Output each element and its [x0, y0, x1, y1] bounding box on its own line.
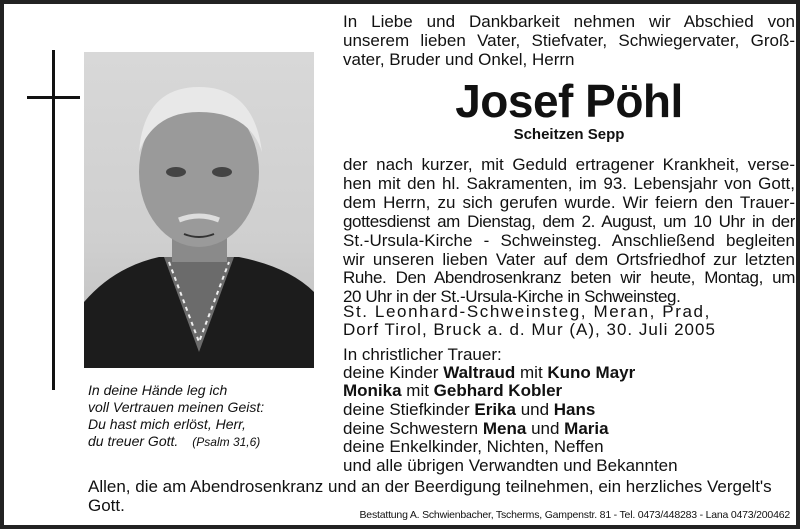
funeral-home-footer: Bestattung A. Schwienbacher, Tscherms, Gampenstr. 81 - Tel. 0473/448283 - Lana 0473/200462 — [359, 509, 790, 521]
cross-icon-bar — [27, 96, 80, 99]
mourning-heading: In christlicher Trauer: — [343, 345, 502, 364]
body-line: wir unseren lieben Vater auf dem Ortsfriedhof zur letzten — [343, 250, 795, 269]
family-line: deine Stiefkinder Erika und Hans — [343, 400, 596, 419]
thanks-line: Allen, die am Abendrosenkranz und an der Beerdigung teilnehmen, ein herzliches Vergelt's — [88, 477, 772, 496]
thanks-line: Gott. — [88, 496, 125, 515]
intro-line: vater, Bruder und Onkel, Herrn — [343, 50, 575, 69]
body-line: dem Herrn, zu sich gerufen wurde. Wir feiern den Trauer- — [343, 193, 795, 212]
body-line: Ruhe. Den Abendrosenkranz beten wir heute, Montag, um — [343, 268, 795, 287]
psalm-line: In deine Hände leg ich — [88, 382, 228, 398]
psalm-reference: (Psalm 31,6) — [192, 435, 261, 449]
cross-icon — [52, 50, 55, 390]
family-line: Monika mit Gebhard Kobler — [343, 381, 563, 400]
body-line: St.-Ursula-Kirche - Schweinsteg. Anschließend begleiten — [343, 231, 795, 250]
place-date-line: Dorf Tirol, Bruck a. d. Mur (A), 30. Juli 2005 — [343, 320, 716, 339]
body-line: 20 Uhr in der St.-Ursula-Kirche in Schweinsteg. — [343, 287, 681, 306]
intro-line: unserem lieben Vater, Stiefvater, Schwiegervater, Groß- — [343, 31, 795, 50]
family-line: deine Enkelkinder, Nichten, Neffen — [343, 437, 604, 456]
psalm-line: voll Vertrauen meinen Geist: — [88, 399, 265, 415]
family-line: deine Kinder Waltraud mit Kuno Mayr — [343, 363, 636, 382]
body-line: der nach kurzer, mit Geduld ertragener Krankheit, verse- — [343, 155, 795, 174]
intro-line: In Liebe und Dankbarkeit nehmen wir Abschied von — [343, 12, 795, 31]
body-line: gottesdienst am Dienstag, dem 2. August, um 10 Uhr in der — [343, 212, 795, 231]
psalm-line: du treuer Gott. (Psalm 31,6) — [88, 433, 261, 449]
place-date-line: St. Leonhard-Schweinsteg, Meran, Prad, — [343, 302, 711, 321]
body-line: hen mit den hl. Sakramenten, im 93. Lebensjahr von Gott, — [343, 174, 795, 193]
deceased-nickname: Scheitzen Sepp — [513, 126, 625, 143]
deceased-name: Josef Pöhl — [455, 75, 683, 127]
family-line: deine Schwestern Mena und Maria — [343, 419, 609, 438]
psalm-line: Du hast mich erlöst, Herr, — [88, 416, 246, 432]
family-line: und alle übrigen Verwandten und Bekannten — [343, 456, 678, 475]
portrait-photo — [84, 52, 314, 368]
